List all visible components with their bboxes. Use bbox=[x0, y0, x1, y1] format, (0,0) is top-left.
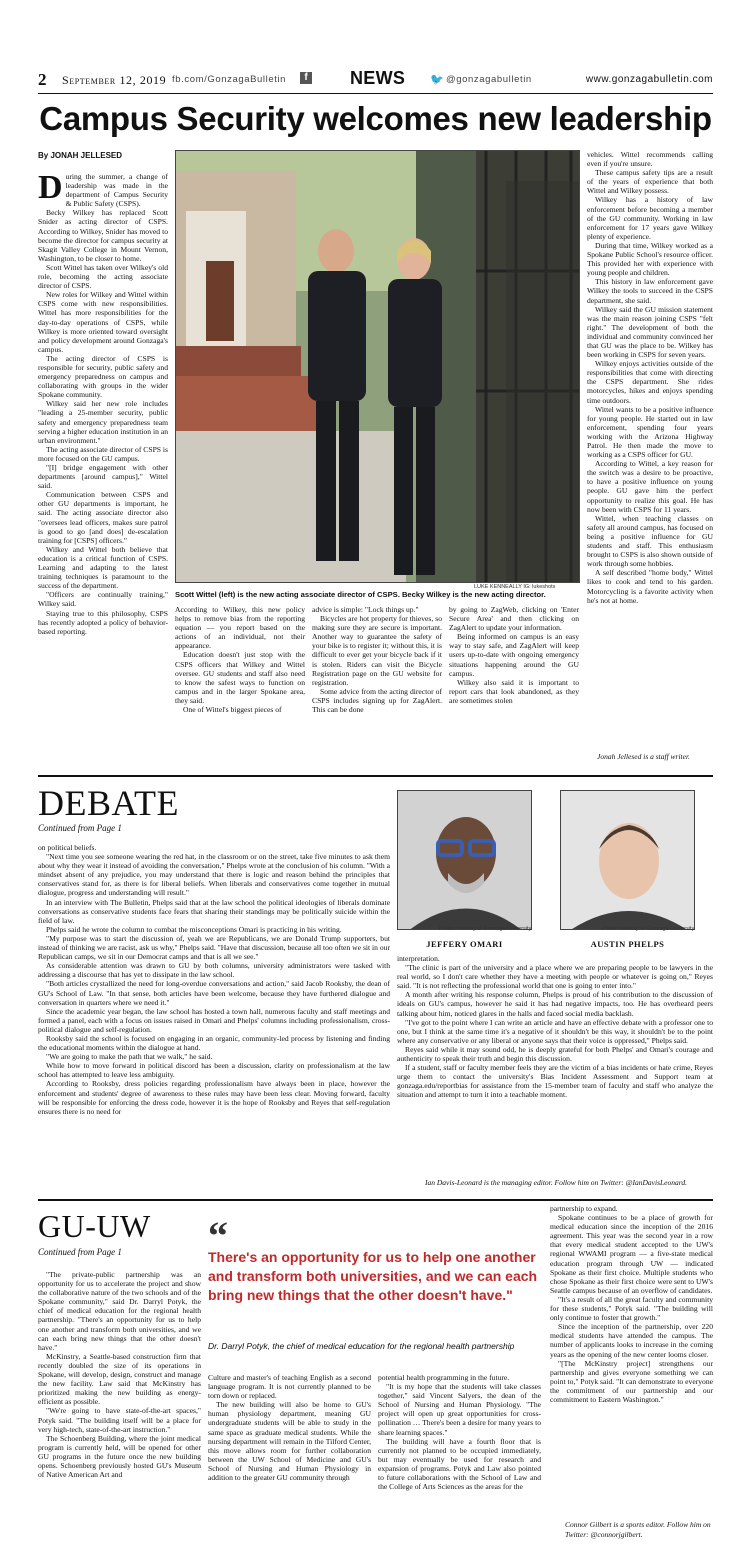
officers-photo-art bbox=[176, 151, 580, 583]
debate-column-right bbox=[397, 954, 713, 1100]
paragraph: Wilkey said her new role includes "leading a 25-member security, public safety and emergency preparedness team serving a higher education institution in an urban environment." bbox=[38, 399, 168, 445]
paragraph: "[The McKinstry project] strengthens our partnership and gives everyone something we can point to," Potyk said. "It can demonstrate to everyone the commitment of our partnership and our commitment to Eastern Washington." bbox=[550, 1358, 713, 1404]
paragraph: Wilkey and Wittel both believe that education is a critical function of CSPS. Learning and adapting to the latest training techniques is paramount to the success of the department. bbox=[38, 544, 168, 591]
paragraph: "My purpose was to start the discussion of, yeah we are Republicans, we are Donald Trump supporters, but instead of thinking we are racist, ask us why," Phelps said. "Have that discussion, because all too often we sit in our Republican camps, we sit in our Democrat camps and that is all we see." bbox=[38, 933, 390, 962]
paragraph: These campus safety tips are a result of the years of experience that both Wittel and Wilkey possess. bbox=[587, 168, 713, 196]
campus-column-1 bbox=[38, 169, 168, 636]
paragraph: Reyes said while it may sound odd, he is deeply grateful for both Phelps' and Omari's courage and authenticity to speak their truth and begin this discussion. bbox=[397, 1044, 713, 1064]
facebook-icon: f bbox=[300, 72, 312, 84]
paragraph: Rooksby said the school is focused on engaging in an organic, community-led process by listening and finding the educational moments within the dialogue at hand. bbox=[38, 1033, 390, 1053]
paragraph: "[I] bridge engagement with other departments [around campus]," Wittel said. bbox=[38, 463, 168, 491]
paragraph: During that time, Wilkey worked as a Spokane Public School's resource officer. This provided her with experience with young people and children. bbox=[587, 240, 713, 278]
divider bbox=[38, 775, 713, 777]
omari-name: JEFFERY OMARI bbox=[426, 939, 503, 949]
guuw-column-1 bbox=[38, 1270, 201, 1479]
campus-column-5 bbox=[587, 150, 713, 605]
drop-cap: D bbox=[38, 169, 63, 206]
paragraph: "The private-public partnership was an opportunity for us to accelerate the project and show the collaborative nature of the two schools and of the Spokane community," said Dr. Darryl Potyk, the chief of medical education for the regional health partnership. "There's an opportunity for us to help one another and transform both universities, and we can each bring new things that the other doesn't have." bbox=[38, 1270, 201, 1352]
paragraph: If a student, staff or faculty member feels they are the victim of a bias incidents or hate crime, Reyes urge them to contact the university's Bias Incident Assessment and Support team at gonzaga.edu/reportbias for assistance from the 15-member team of faculty and staff who analyze the situation and attempt to turn it into a teachable moment. bbox=[397, 1063, 713, 1100]
paragraph: on political beliefs. bbox=[38, 843, 97, 852]
paragraph: Spokane continues to be a place of growth for medical education since the inception of the 2016 agreement. This year was the second year in a row that every medical student accepted to the UW's regional WWAMI program — a five-state medical education program through UW — indicated Spokane as their first choice. Multiple students who chose Spokane as their first choice were sent to UW's Seattle campus because of an overflow of candidates. bbox=[550, 1213, 713, 1295]
paragraph: A self described "home body," Wittel likes to cook and tend to his garden. Motorcycling is a favorite activity when he's not at home. bbox=[587, 568, 713, 605]
paragraph: potential health programming in the future. bbox=[378, 1373, 510, 1382]
paragraph: "Officers are continually training," Wilkey said. bbox=[38, 590, 168, 609]
issue-date: September 12, 2019 bbox=[62, 73, 167, 87]
twitter-handle[interactable]: @gonzagabulletin bbox=[446, 74, 532, 85]
paragraph: Becky Wilkey has replaced Scott Snider as acting director of CSPS. According to Wilkey, Snider has moved to become the director for campus security at Skagit Valley College in Mount Vernon, Washington, to be closer to home. bbox=[38, 208, 168, 263]
paragraph: A month after writing his response column, Phelps is proud of his contribution to the discussion of ideals on GU's campus, however he said it has had negative impacts, too. He has overheard peers talking about him, noticed glares in the halls and faced social media backlash. bbox=[397, 990, 713, 1018]
twitter-icon: 🐦 bbox=[430, 74, 444, 86]
omari-photo-credit: Photo courtesy of Gonzaga University bbox=[439, 926, 532, 932]
officers-photo bbox=[175, 150, 580, 583]
guuw-continued: Continued from Page 1 bbox=[38, 1247, 122, 1257]
guuw-column-4 bbox=[550, 1204, 713, 1404]
paragraph: interpretation. bbox=[397, 954, 440, 963]
paragraph: "It's a result of all the great faculty and community for these students," Potyk said. "The building will only continue to foster that growth." bbox=[550, 1294, 713, 1323]
campus-signoff: Jonah Jellesed is a staff writer. bbox=[597, 752, 690, 761]
guuw-column-2 bbox=[208, 1373, 371, 1482]
paragraph: This history in law enforcement gave Wilkey the tools to succeed in the CSPS department, she said. bbox=[587, 277, 713, 305]
paragraph: The Schoenberg Building, where the joint medical program is currently held, will be opened for other GU programs in the future once the new building opens. Schoenberg previously hosted GU's Museum of Native American Art and bbox=[38, 1433, 201, 1480]
section-name: NEWS bbox=[350, 68, 406, 88]
paragraph: "I've got to the point where I can write an article and have an effective debate with a professor one to one, but I think at the same time it's a negative of it shouldn't be this way, it shouldn't be to the point where any conservative or any liberal or anyone says that their voice is oppressed," Phelps said. bbox=[397, 1017, 713, 1045]
paragraph: The acting associate director of CSPS is more focused on the GU campus. bbox=[38, 444, 168, 463]
paragraph: Wilkey also said it is important to report cars that look abandoned, as they are sometimes stolen bbox=[449, 677, 579, 705]
phelps-name: AUSTIN PHELPS bbox=[590, 939, 665, 949]
paragraph: "Both articles crystallized the need for long-overdue conversations and action," said Jacob Rooksby, the dean of GU's School of Law. "In that sense, both articles have been welcome, because they have furthered dialogue and conversation in quarters where we need it." bbox=[38, 979, 390, 1007]
divider bbox=[38, 1199, 713, 1201]
paragraph: According to Rooksby, dress policies regarding professionalism have always been in place, however the enforcement and students' degree of awareness to these rules may have been less clear. Moving forward, faculty will be responsible for enforcing the dress code, however it is the hope of Rooksby and Reyes that self-regulation ensures there is no need for bbox=[38, 1079, 390, 1116]
paragraph: Wilkey has a history of law enforcement before becoming a member of the GU community. Working in law enforcement for 17 years gave Wilkey plenty of experience. bbox=[587, 195, 713, 241]
debate-column-left bbox=[38, 843, 390, 1116]
phelps-photo-credit: Photo courtesy of Gonzaga University bbox=[602, 926, 695, 932]
paragraph: As considerable attention was drawn to GU by both columns, university administrators were tasked with addressing a discourse that has yet to dissipate in the law school. bbox=[38, 961, 390, 980]
website-url[interactable]: www.gonzagabulletin.com bbox=[585, 74, 713, 85]
paragraph: Communication between CSPS and other GU departments is important, he said. The acting associate director also "oversees lead officers, makes sure patrol is good to go [and does] de-escalation training for [CSPS] officers." bbox=[38, 490, 168, 545]
paragraph: Education doesn't just stop with the CSPS officers that Wilkey and Wittel oversee. GU students and staff also need to know the safest ways to function on campus and in the larger Spokane area, they said. bbox=[175, 650, 305, 705]
paragraph: Staying true to this philosophy, CSPS has recently adopted a policy of behavior-based reporting. bbox=[38, 608, 168, 636]
paragraph: uring the summer, a change of leadership was made in the department of Campus Security & Public Safety (CSPS). bbox=[65, 172, 168, 209]
headline: Campus Security welcomes new leadership bbox=[39, 100, 712, 137]
guuw-title: GU-UW bbox=[38, 1208, 151, 1244]
paragraph: "We're going to have state-of-the-art spaces," Potyk said. "The building itself will be a place for very high-tech, state-of-the-art instruction." bbox=[38, 1406, 201, 1434]
paragraph: "The clinic is part of the university and a place where we are preparing people to be lawyers in the real world, so I don't care whether they have a meeting with people or whatever is going on," Reyes said. "It is not reflecting the professional world that one is going to enter into." bbox=[397, 963, 713, 991]
paragraph: Scott Wittel has taken over Wilkey's old role, becoming the acting associate director of CSPS. bbox=[38, 262, 168, 291]
phelps-photo bbox=[560, 790, 695, 930]
pull-quote-attribution: Dr. Darryl Potyk, the chief of medical education for the regional health partnership bbox=[208, 1341, 515, 1351]
paragraph: "We are going to make the path that we walk," he said. bbox=[46, 1052, 213, 1062]
paragraph: McKinstry, a Seattle-based construction firm that recently doubled the size of its operations in Spokane, will develop, design, construct and manage the new facility. Law said that McKinstry has prioritized making the new building as energy-efficient as possible. bbox=[38, 1351, 201, 1407]
pull-quote: There's an opportunity for us to help one another and transform both universities, and we can each bring new things that the other doesn't have." bbox=[208, 1249, 538, 1303]
paragraph: Bicycles are hot property for thieves, so making sure they are secure is important. Another way to guarantee the safety of your bike is to register it; without this, it is difficult to ever get your bicycle back if it is stolen. Riders can visit the Bicycle Registration page on the GU website for registration. bbox=[312, 614, 442, 687]
paragraph: The acting director of CSPS is responsible for security, public safety and emergency preparedness on campus and collaborating with groups in the wider Spokane community. bbox=[38, 353, 168, 400]
photo-caption: Scott Wittel (left) is the new acting associate director of CSPS. Becky Wilkey is the new acting director. bbox=[175, 590, 546, 599]
guuw-column-3 bbox=[378, 1373, 541, 1491]
paragraph: Culture and master's of teaching English as a second language program. It is not currently planned to be torn down or replaced. bbox=[208, 1373, 371, 1401]
paragraph: Wilkey enjoys activities outside of the responsibilities that come with directing the CSPS department. She rides motorcycles, hikes and enjoys spending time outdoors. bbox=[587, 359, 713, 405]
page-number: 2 bbox=[38, 70, 47, 89]
campus-column-4 bbox=[449, 605, 579, 705]
paragraph: Some advice from the acting director of CSPS includes signing up for ZagAlert. This can be done bbox=[312, 686, 442, 715]
phelps-portrait bbox=[561, 791, 695, 930]
omari-photo bbox=[397, 790, 532, 930]
paragraph: New roles for Wilkey and Wittel within CSPS come with new responsibilities. Wittel has more responsibilities for the day-to-day operations of CSPS, while Wilkey is more oriented toward oversight and policy development around Gonzaga's campus. bbox=[38, 290, 168, 354]
paragraph: by going to ZagWeb, clicking on 'Enter Secure Area' and then clicking on ZagAlert to update your information. bbox=[449, 605, 579, 633]
campus-column-2 bbox=[175, 605, 305, 714]
paragraph: "It is my hope that the students will take classes together," said Vincent Salyers, the dean of the School of Nursing and Human Physiology. "The project will open up great opportunities for cross-pollination … There's been a desire for many years to share learning spaces." bbox=[378, 1382, 541, 1437]
paragraph: According to Wilkey, this new policy helps to remove bias from the reporting equation — you report based on the actions of an individual, not their appearance. bbox=[175, 605, 305, 651]
facebook-link[interactable]: fb.com/GonzagaBulletin bbox=[172, 74, 287, 85]
page-header bbox=[38, 66, 713, 94]
quote-mark: “ bbox=[208, 1213, 228, 1258]
paragraph: The building will have a fourth floor that is currently not planned to be occupied immediately, but may eventually be used for research and expansion of programs. Potyk and Law also pointed to future collaborations with the School of Law and the College of Arts Sciences as the areas for the bbox=[378, 1436, 541, 1492]
paragraph: While how to move forward in political discord has been a discussion, clarity on professionalism at the law school has attempted to leave less ambiguity. bbox=[38, 1061, 390, 1080]
paragraph: One of Wittel's biggest pieces of bbox=[183, 705, 282, 715]
omari-portrait bbox=[398, 791, 532, 930]
paragraph: According to Wittel, a key reason for the switch was a desire to be proactive, to have a positive influence on young people. GU gave him the perfect opportunity to realize this goal. He has now been with CSPS for 11 years. bbox=[587, 459, 713, 514]
debate-continued: Continued from Page 1 bbox=[38, 823, 122, 833]
paragraph: Phelps said he wrote the column to combat the misconceptions Omari is practicing in his writing. bbox=[46, 924, 342, 934]
paragraph: Being informed on campus is an easy way to stay safe, and ZagAlert will keep users up-to-date with ongoing emergency situations happening around the GU campus. bbox=[449, 632, 579, 678]
guuw-signoff: Connor Gilbert is a sports editor. Follow him on Twitter: @connorjgilbert. bbox=[565, 1520, 711, 1539]
debate-title: DEBATE bbox=[38, 783, 179, 823]
photo-credit: LUKE KENNEALLY IG: lukeshots bbox=[474, 584, 556, 590]
paragraph: Since the academic year began, the law school has hosted a town hall, numerous faculty and staff meetings and formed a panel, each with a focus on issues raised in Omari and Phelps' columns including professionalism, cross-political dialogue and self-regulation. bbox=[38, 1006, 390, 1034]
paragraph: The new building will also be home to GU's human physiology department, meaning GU undergraduate students will be able to study in the same space as graduate medical students. While the nursing department will remain in the Tilford Center, this move allows room for further collaboration between the UW School of Medicine and GU's School of Nursing and Human Physiology in addition to the greater GU community through bbox=[208, 1400, 371, 1483]
paragraph: vehicles. Wittel recommends calling even if you're unsure. bbox=[587, 150, 713, 169]
paragraph: advice is simple: "Lock things up." bbox=[312, 605, 419, 614]
paragraph: partnership to expand. bbox=[550, 1204, 618, 1213]
paragraph: Wilkey said the GU mission statement was the main reason joining CSPS "felt right." The development of both the individual and community convinced her that GU was the place to be. Wilkey has been working in CSPS for seven years. bbox=[587, 304, 713, 360]
paragraph: "Next time you see someone wearing the red hat, in the classroom or on the street, take five minutes to ask them about why they wear it instead of avoiding the conversation," Phelps wrote at the conclusion of his column. "With a mindset absent of any prejudice, you may understand that there is logic and reason behind the principles that conservatives stand for, as there is for liberal beliefs. When liberals and conservatives come together in mutual dialogue, progress and understanding will result." bbox=[38, 852, 390, 898]
debate-signoff: Ian Davis-Leonard is the managing editor. Follow him on Twitter: @IanDavisLeonard. bbox=[425, 1178, 688, 1187]
campus-column-3 bbox=[312, 605, 442, 714]
paragraph: Wittel, when teaching classes on safety all around campus, has focused on being a positive influence for GU students and staff. This enthusiasm brought to CSPS is also shown outside of work through some hobbies. bbox=[587, 513, 713, 569]
paragraph: In an interview with The Bulletin, Phelps said that at the law school the political ideologies of liberals dominate conversations as conservative students face fears that sharing their standings may be politically suicide within the field of law. bbox=[38, 897, 390, 925]
paragraph: Since the inception of the partnership, over 220 medical students have attended the campus. The number of applicants looks to increase in the coming years as the opening of the new center looms closer. bbox=[550, 1322, 713, 1359]
byline: By JONAH JELLESED bbox=[38, 151, 123, 160]
paragraph: Wittel wants to be a positive influence for young people. He started out in law enforcement, spending four years working with the Arizona Highway Patrol. He then made the move to working as a CSPS officer for GU. bbox=[587, 404, 713, 460]
